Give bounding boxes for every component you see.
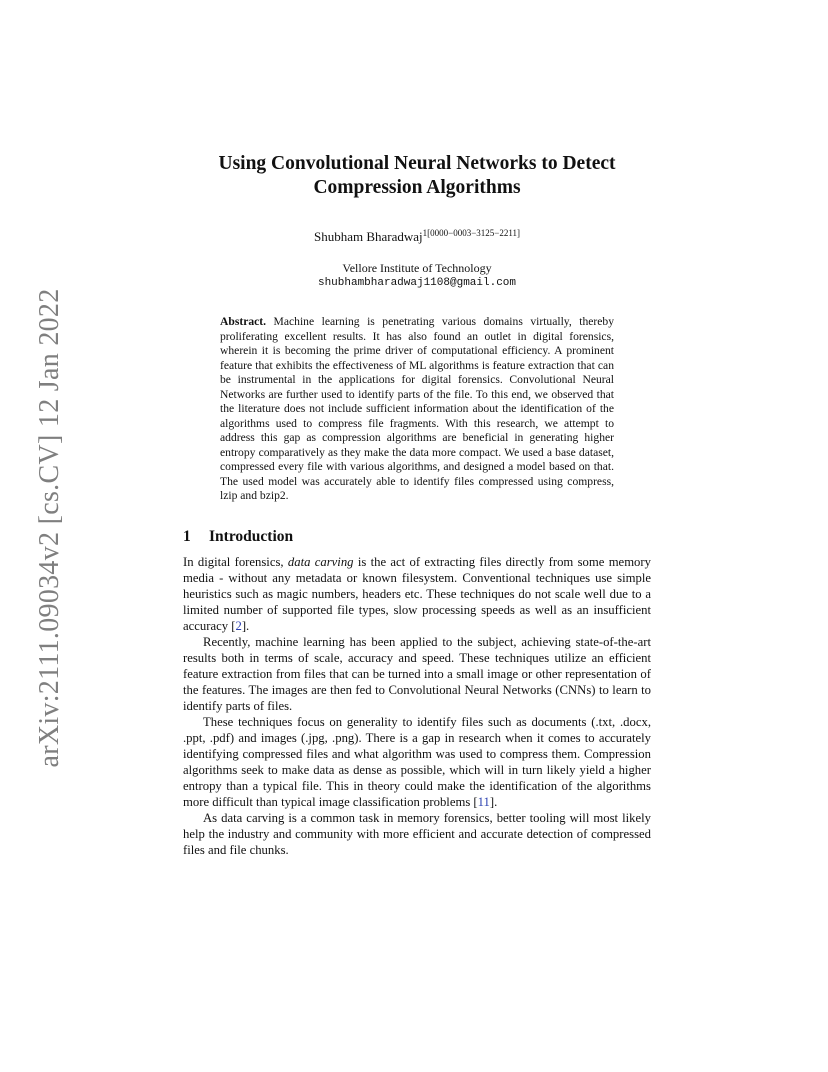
text-run: ].	[489, 794, 498, 809]
paragraph	[183, 554, 651, 634]
section-number: 1	[183, 527, 191, 545]
paper-title	[183, 152, 651, 200]
affiliation: Vellore Institute of Technology	[342, 261, 492, 275]
arxiv-identifier: arXiv:2111.09034v2 [cs.CV] 12 Jan 2022	[34, 288, 65, 768]
title-line: Using Convolutional Neural Networks to Detect	[218, 153, 616, 174]
abstract-text: Machine learning is penetrating various domains virtually, thereby proliferating excellent results. It has also found an outlet in digital forensics, wherein it is becoming the prime driver of computational efficiency. A prominent feature that exhibits the effectiveness of ML algorithms is feature extraction that can be instrumental in the applications for digital forensics. Convolutional Neural Networks are further used to identify parts of the file. To this end, we observed that the literature does not include sufficient information about the identification of the algorithms used to compress file fragments. With this research, we attempt to address this gap as compression algorithms are beneficial in generating higher entropy comparatively as they make the data more compact. We used a base dataset, compressed every file with various algorithms, and designed a model based on that. The used model was accurately able to identify files compressed using compress, lzip and bzip2.	[220, 315, 615, 502]
paper-page	[183, 152, 651, 858]
section-body	[183, 554, 651, 858]
text-run: is the act of extracting files directly from some memory media - without any metadata or known filesystem. Conventional techniques use simple heuristics such as magic numbers, headers etc. These techniques do not scale well due to a limited number of supported file types, slow processing speeds as well as an insufficient accuracy [	[183, 554, 651, 633]
text-run: ].	[241, 618, 250, 633]
affiliation-block	[183, 261, 651, 291]
abstract	[220, 315, 614, 504]
paragraph: Recently, machine learning has been applied to the subject, achieving state-of-the-art results both in terms of scale, accuracy and speed. These techniques utilize an efficient feature extraction from files that can be turned into a small image or other representation of the features. The images are then fed to Convolutional Neural Networks (CNNs) to learn to identify parts of files.	[183, 634, 651, 713]
author-line	[183, 228, 651, 245]
paragraph: As data carving is a common task in memory forensics, better tooling will most likely help the industry and community with more efficient and accurate detection of compressed files and file chunks.	[183, 810, 651, 857]
author-orcid: 1[0000−0003−3125−2211]	[422, 228, 521, 238]
author-email[interactable]: shubhambharadwaj1108@gmail.com	[317, 277, 517, 289]
author-name: Shubham Bharadwaj	[313, 229, 423, 244]
emphasis-term: data carving	[287, 554, 354, 569]
section-title: Introduction	[209, 527, 294, 545]
text-run: In digital forensics,	[183, 554, 288, 569]
citation-link[interactable]: 11	[477, 794, 490, 809]
title-line: Compression Algorithms	[313, 177, 521, 198]
abstract-label: Abstract.	[220, 315, 267, 328]
paragraph	[183, 714, 651, 810]
text-run: These techniques focus on generality to identify files such as documents (.txt, .docx, .ppt, .pdf) and images (.jpg, .png). There is a gap in research when it comes to accurately identifying compressed files and what algorithm was used to compress them. Compression algorithms seek to make data as dense as possible, which will in turn likely yield a higher entropy than a typical file. This in theory could make the identification of the algorithms more difficult than typical image classification problems [	[183, 714, 651, 809]
section-heading	[183, 528, 651, 546]
citation-link[interactable]: 2	[235, 618, 242, 633]
